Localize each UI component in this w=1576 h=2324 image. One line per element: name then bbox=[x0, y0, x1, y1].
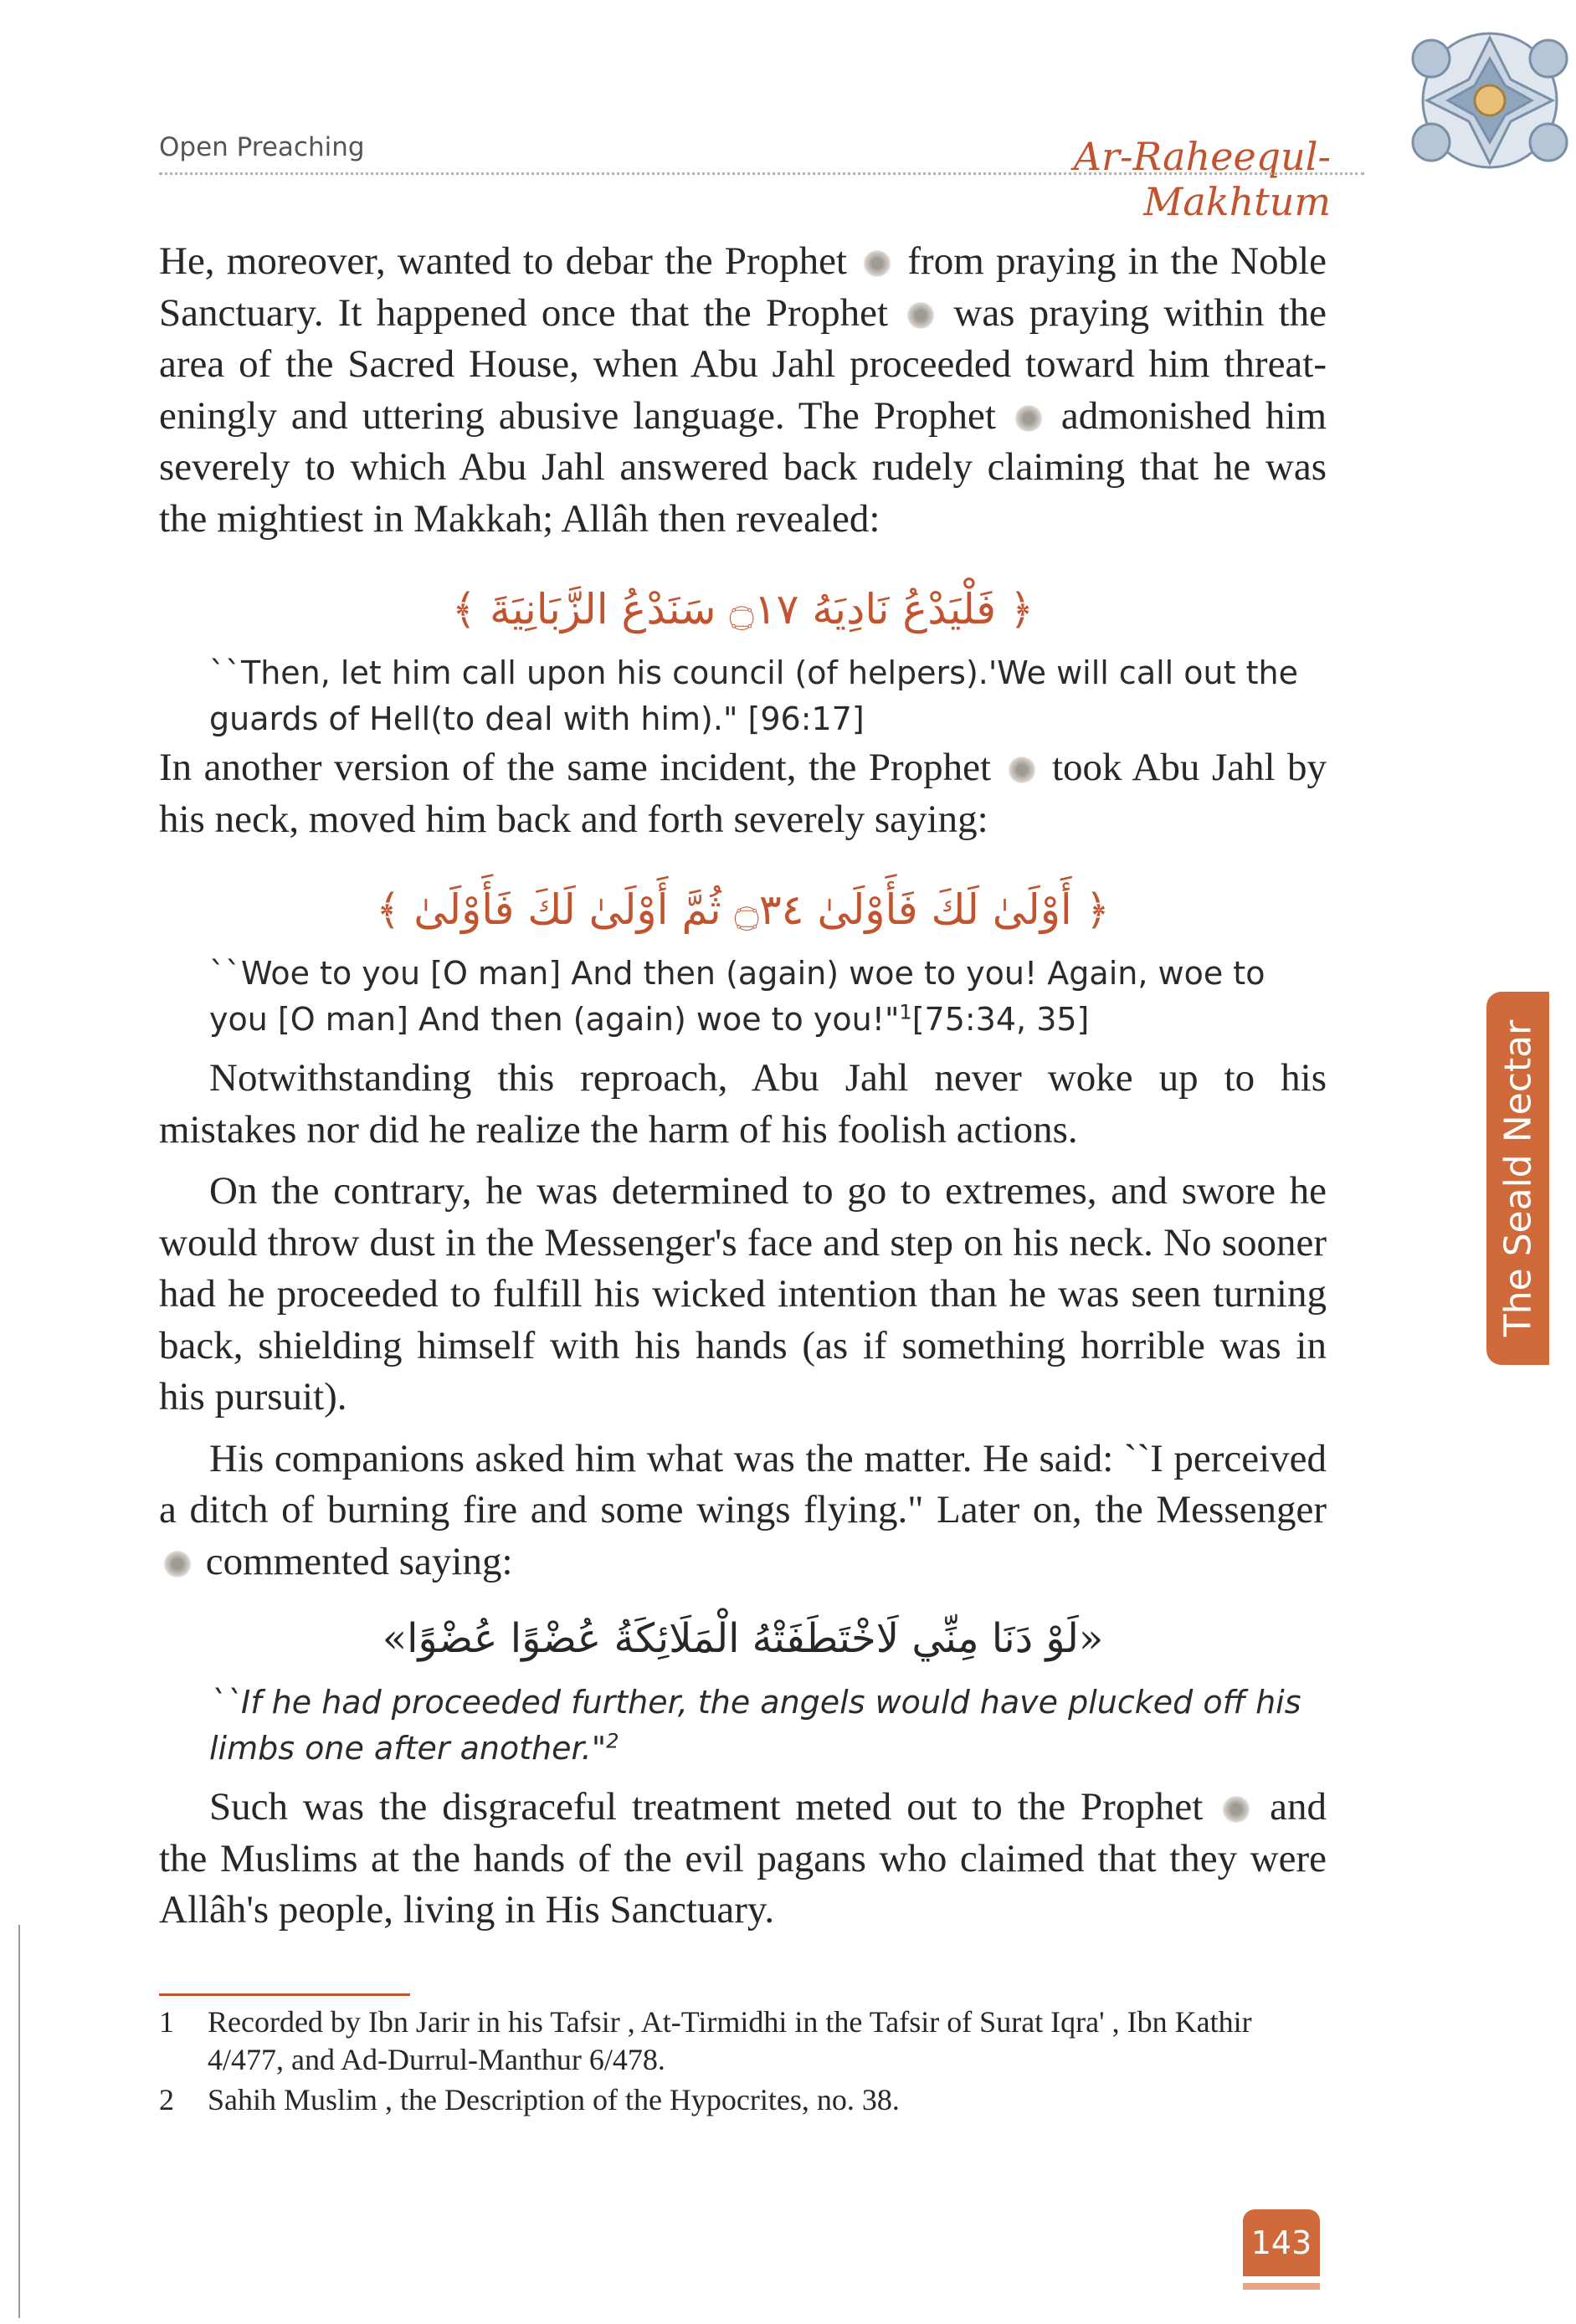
running-header-section: Open Preaching bbox=[159, 132, 365, 162]
footnote-divider bbox=[159, 1993, 410, 1996]
page-number-underline bbox=[1243, 2283, 1320, 2290]
verse-translation: ``Then, let him call upon his council (of helpers).'We will call out the guards of Hell(to deal with him)." [96:17] bbox=[209, 654, 1298, 737]
paragraph: He, moreover, wanted to debar the Prophet from praying in the Noble Sanctuary. It happened once that the Prophet was praying within the area of the Sacred House, when Abu Jahl proceeded toward him threat-eningly and uttering abusive language. The Prophet admonished him severely to which Abu Jahl answered back rudely claiming that he was the mightiest in Makkah; Allâh then revealed: bbox=[159, 239, 1327, 541]
hadith-translation: ``If he had proceeded further, the angels would have plucked off his limbs one after another."$^2$ bbox=[209, 1684, 1301, 1767]
chapter-side-tab bbox=[1486, 992, 1549, 1365]
islamic-ornament-icon bbox=[1373, 17, 1573, 201]
hadith-arabic: «لَوْ دَنَا مِنِّي لَاخْتَطَفَتْهُ الْمَلَائِكَةُ عُضْوًا عُضْوًا» bbox=[382, 1615, 1104, 1662]
verse-translation: ``Woe to you [O man] And then (again) woe to you! Again, woe to you [O man] And then (again) woe to you!"$^1$[75:34, 35] bbox=[209, 955, 1265, 1038]
salutation-icon bbox=[1007, 757, 1037, 783]
paragraph: His companions asked him what was the matter. He said: ``I perceived a ditch of burning fire and some wings flying." Later on, the Messenger commented saying: bbox=[159, 1436, 1327, 1583]
paragraph: In another version of the same incident, the Prophet took Abu Jahl by his neck, moved him back and forth severely saying: bbox=[159, 746, 1327, 841]
paragraph: On the contrary, he was determined to go to extremes, and swore he would throw dust in the Messenger's face and step on his neck. No sooner had he proceeded to fulfill his wicked intention than he was seen turning back, shielding himself with his hands (as if something horrible was in his pursuit). bbox=[159, 1169, 1327, 1419]
footnote-ref: 1 bbox=[899, 1000, 912, 1024]
side-tab-label: The Seald Nectar bbox=[1496, 1019, 1539, 1337]
main-text bbox=[159, 236, 1327, 1937]
footnote: 2 Sahih Muslim , the Description of the Hypocrites, no. 38. bbox=[159, 2083, 900, 2116]
footnote-ref: 2 bbox=[606, 1729, 619, 1753]
page-edge-line bbox=[18, 1925, 20, 2318]
running-header-book-title: Ar-Raheequl-Makhtum bbox=[1073, 134, 1331, 224]
salutation-icon bbox=[862, 250, 892, 277]
page-number: 143 bbox=[1243, 2209, 1320, 2276]
footnotes bbox=[159, 2003, 1327, 2121]
footnote: 1 Recorded by Ibn Jarir in his Tafsir , At-Tirmidhi in the Tafsir of Surat Iqra' , Ibn Kathir 4/477, and Ad-Durrul-Manthur 6/478. bbox=[159, 2005, 1252, 2076]
salutation-icon bbox=[162, 1551, 193, 1578]
salutation-icon bbox=[906, 302, 936, 329]
quran-verse-arabic: ﴿ أَوْلَىٰ لَكَ فَأَوْلَىٰ ۝٣٤ ثُمَّ أَوْلَىٰ لَكَ فَأَوْلَىٰ ﴾ bbox=[376, 885, 1110, 934]
paragraph: Notwithstanding this reproach, Abu Jahl never woke up to his mistakes nor did he realize the harm of his foolish actions. bbox=[159, 1056, 1327, 1152]
salutation-icon bbox=[1014, 405, 1044, 432]
header-divider bbox=[159, 172, 1364, 175]
paragraph: Such was the disgraceful treatment meted out to the Prophet and the Muslims at the hands of the evil pagans who claimed that they were Allâh's people, living in His Sanctuary. bbox=[159, 1785, 1327, 1932]
salutation-icon bbox=[1221, 1796, 1251, 1823]
quran-verse-arabic: ﴿ فَلْيَدْعُ نَادِيَهُ ۝١٧ سَنَدْعُ الزَّبَانِيَةَ ﴾ bbox=[451, 585, 1034, 634]
